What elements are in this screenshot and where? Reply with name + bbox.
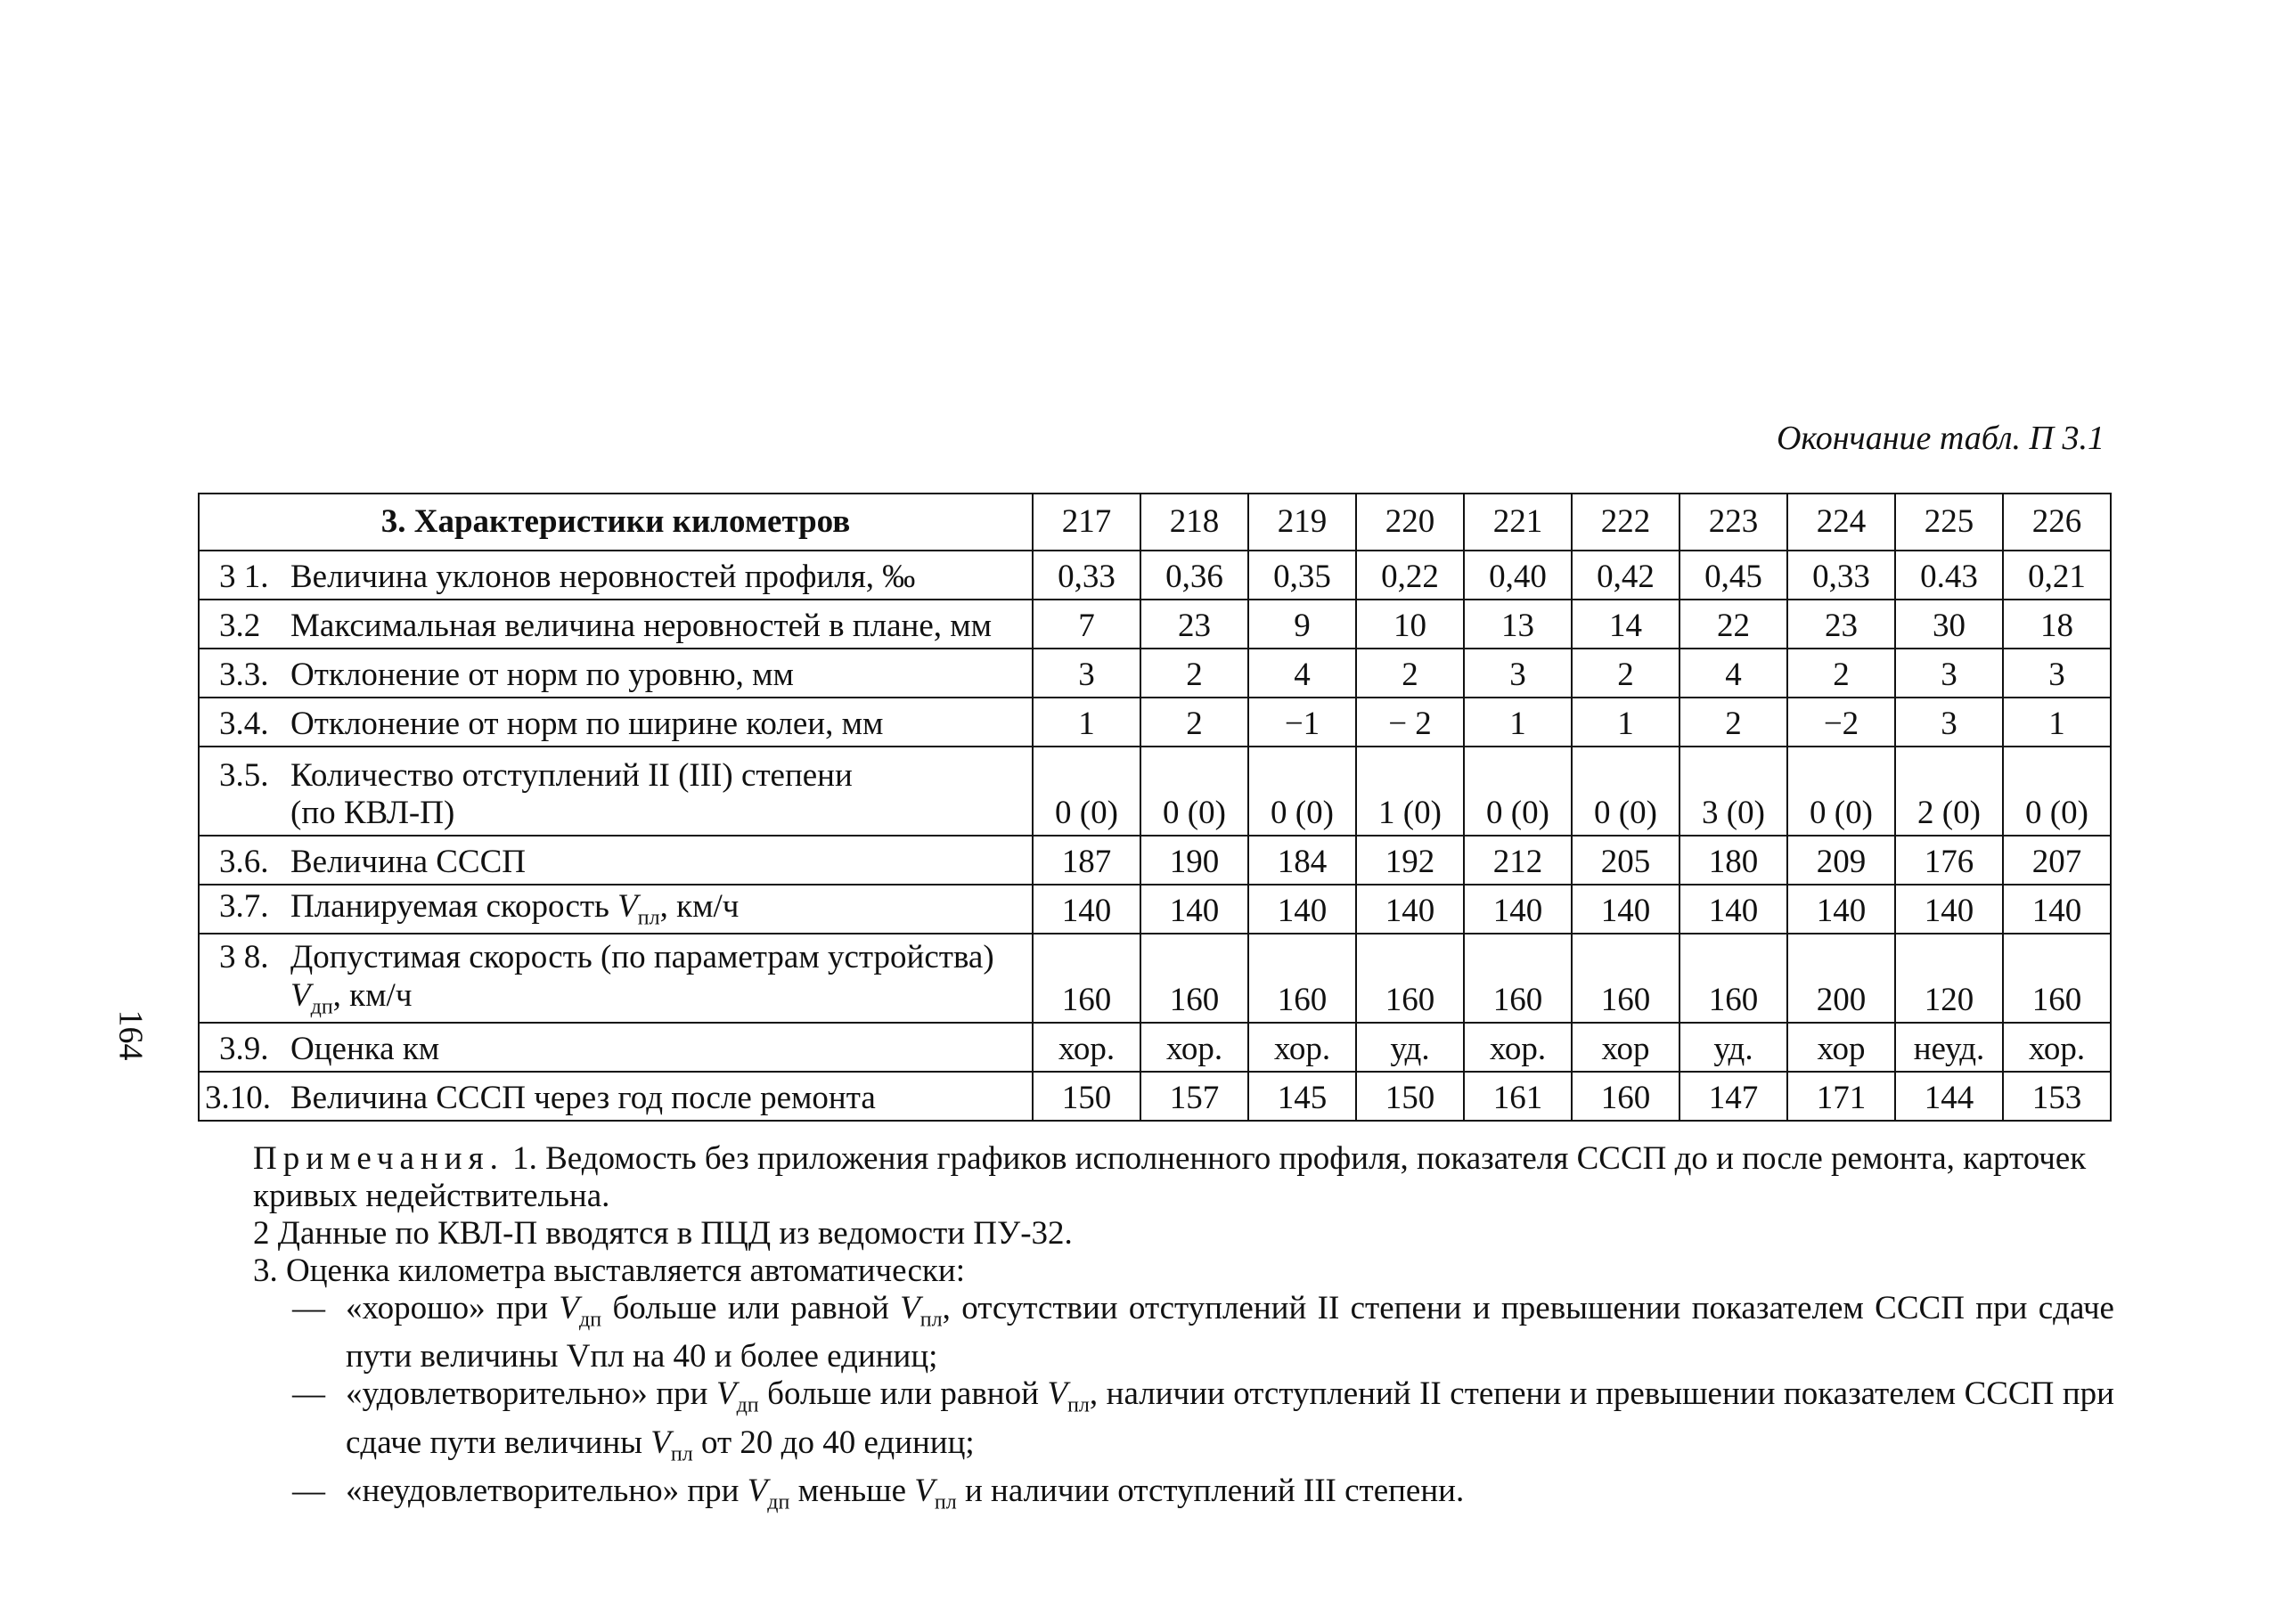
table-cell: 160 xyxy=(1464,934,1572,1023)
note-list-item: — «удовлетворительно» при $V_{дп}$ больше или равной $V_{пл}$, наличии отступлений II степени и превышении показателем СССП при сдаче пути величины $V_{пл}$ от 20 до 40 единиц; xyxy=(203,1375,2114,1473)
table-cell: хор xyxy=(1787,1023,1895,1072)
table-header-row xyxy=(199,494,2111,551)
speed-symbol: V xyxy=(290,977,311,1015)
table-cell: 145 xyxy=(1248,1072,1356,1121)
km-characteristics-table xyxy=(198,493,2112,1122)
table-cell: 0,35 xyxy=(1248,551,1356,600)
table-cell: 180 xyxy=(1679,836,1787,885)
row-label: Количество отступлений II (III) степени xyxy=(290,756,853,794)
note-list-item: — «хорошо» при $V_{дп}$ больше или равной $V_{пл}$, отсутствии отступлений II степени и превышении показателем СССП при сдаче пути величины Vпл на 40 и более единиц; xyxy=(292,1290,2114,1375)
notes-section xyxy=(203,1140,2114,1522)
table-cell: 160 xyxy=(1572,934,1679,1023)
table-cell: 0 (0) xyxy=(1140,747,1248,836)
table-cell: 3 xyxy=(1464,649,1572,698)
table-cell: 160 xyxy=(1679,934,1787,1023)
table-row xyxy=(199,934,2111,1023)
table-cell: 200 xyxy=(1787,934,1895,1023)
table-cell: 0 (0) xyxy=(1787,747,1895,836)
table-cell: 190 xyxy=(1140,836,1248,885)
table-cell: 3 xyxy=(1895,649,2003,698)
table-cell: 2 xyxy=(1140,649,1248,698)
row-label: Отклонение от норм по ширине колеи, мм xyxy=(290,706,884,743)
row-label: Величина СССП xyxy=(290,844,527,881)
header-km: 223 xyxy=(1679,494,1787,551)
table-cell: 150 xyxy=(1033,1072,1140,1121)
table-cell: 0,33 xyxy=(1787,551,1895,600)
table-cell: 205 xyxy=(1572,836,1679,885)
table-cell: 160 xyxy=(1033,934,1140,1023)
table-row xyxy=(199,885,2111,934)
row-number: 3.9. xyxy=(219,1031,269,1068)
table-cell: 0,40 xyxy=(1464,551,1572,600)
row-label-cell xyxy=(199,649,1033,698)
table-cell: 140 xyxy=(2003,885,2111,934)
row-number: 3.7. xyxy=(219,888,269,926)
table-cell: 192 xyxy=(1356,836,1464,885)
table-cell: уд. xyxy=(1679,1023,1787,1072)
table-cell: 1 xyxy=(1033,698,1140,747)
row-label-cell xyxy=(199,934,1033,1023)
table-cell: 2 xyxy=(1140,698,1248,747)
row-number: 3.5. xyxy=(219,756,269,794)
table-cell: 171 xyxy=(1787,1072,1895,1121)
table-cell: 3 (0) xyxy=(1679,747,1787,836)
table-row xyxy=(199,600,2111,649)
table-cell: 23 xyxy=(1787,600,1895,649)
table-cell: 212 xyxy=(1464,836,1572,885)
row-label: Величина СССП через год после ремонта xyxy=(290,1080,876,1117)
table-row xyxy=(199,649,2111,698)
table-cell: 140 xyxy=(1679,885,1787,934)
header-km: 225 xyxy=(1895,494,2003,551)
table-cell: хор. xyxy=(1140,1023,1248,1072)
header-km: 220 xyxy=(1356,494,1464,551)
row-number: 3.2 xyxy=(219,608,261,645)
table-cell: 22 xyxy=(1679,600,1787,649)
row-label-cell xyxy=(199,885,1033,934)
table-cell: 144 xyxy=(1895,1072,2003,1121)
table-cell: 1 xyxy=(2003,698,2111,747)
table-cell: 9 xyxy=(1248,600,1356,649)
table-cell: 176 xyxy=(1895,836,2003,885)
header-km: 226 xyxy=(2003,494,2111,551)
row-number: 3.3. xyxy=(219,657,269,694)
table-row xyxy=(199,747,2111,836)
dash-bullet: — xyxy=(292,1375,325,1413)
table-cell: 147 xyxy=(1679,1072,1787,1121)
row-label-cell xyxy=(199,747,1033,836)
table-cell: −2 xyxy=(1787,698,1895,747)
table-cell: хор. xyxy=(1464,1023,1572,1072)
row-label: Максимальная величина неровностей в плане, мм xyxy=(290,608,993,645)
table-cell: 207 xyxy=(2003,836,2111,885)
row-label: Отклонение от норм по уровню, мм xyxy=(290,657,794,694)
row-number: 3.6. xyxy=(219,844,269,881)
table-cell: −1 xyxy=(1248,698,1356,747)
table-cell: 4 xyxy=(1248,649,1356,698)
row-label-cell xyxy=(199,698,1033,747)
row-label-continued: (по КВЛ-П) xyxy=(290,795,455,832)
table-cell: 0,42 xyxy=(1572,551,1679,600)
table-cell: 30 xyxy=(1895,600,2003,649)
table-cell: 23 xyxy=(1140,600,1248,649)
row-label-cell xyxy=(199,836,1033,885)
table-cell: 0,21 xyxy=(2003,551,2111,600)
table-cell: 140 xyxy=(1895,885,2003,934)
row-number: 3.4. xyxy=(219,706,269,743)
table-cell: неуд. xyxy=(1895,1023,2003,1072)
table-cell: 3 xyxy=(1033,649,1140,698)
dash-bullet: — xyxy=(292,1473,325,1510)
note-1: Примечания. 1. Ведомость без приложения графиков исполненного профиля, показателя СССП до и после ремонта, карточек кривых недействительна. xyxy=(253,1140,2087,1214)
row-label-cell xyxy=(199,1023,1033,1072)
table-cell: 0,33 xyxy=(1033,551,1140,600)
notes-heading: Примечания. xyxy=(253,1140,504,1177)
table-cell: 0 (0) xyxy=(1464,747,1572,836)
table-cell: уд. xyxy=(1356,1023,1464,1072)
note-2: 2 Данные по КВЛ-П вводятся в ПЦД из ведомости ПУ-32. xyxy=(253,1215,1073,1252)
row-label: Допустимая скорость (по параметрам устройства) xyxy=(290,939,994,976)
table-cell: 0 (0) xyxy=(1572,747,1679,836)
header-km: 217 xyxy=(1033,494,1140,551)
header-label: 3. Характеристики километров xyxy=(199,494,1033,551)
table-row xyxy=(199,1072,2111,1121)
header-km: 218 xyxy=(1140,494,1248,551)
page-number: 164 xyxy=(111,1009,150,1061)
table-cell: 2 xyxy=(1572,649,1679,698)
row-number: 3.10. xyxy=(205,1080,271,1117)
header-km: 222 xyxy=(1572,494,1679,551)
table-cell: 140 xyxy=(1787,885,1895,934)
table-cell: 3 xyxy=(1895,698,2003,747)
table-cell: 0 (0) xyxy=(1248,747,1356,836)
table-cell: 184 xyxy=(1248,836,1356,885)
table-caption: Окончание табл. П 3.1 xyxy=(1776,420,2104,457)
table-cell: 120 xyxy=(1895,934,2003,1023)
table-cell: 140 xyxy=(1356,885,1464,934)
table-cell: 157 xyxy=(1140,1072,1248,1121)
table-cell: 10 xyxy=(1356,600,1464,649)
table-cell: 18 xyxy=(2003,600,2111,649)
table-cell: 160 xyxy=(1572,1072,1679,1121)
row-label-cell xyxy=(199,1072,1033,1121)
table-cell: 2 xyxy=(1679,698,1787,747)
table-cell: − 2 xyxy=(1356,698,1464,747)
table-row xyxy=(199,698,2111,747)
row-label-cell xyxy=(199,600,1033,649)
table-cell: 187 xyxy=(1033,836,1140,885)
row-label-cell xyxy=(199,551,1033,600)
table-cell: 14 xyxy=(1572,600,1679,649)
header-km: 221 xyxy=(1464,494,1572,551)
table-cell: 0 (0) xyxy=(2003,747,2111,836)
table-cell: 140 xyxy=(1033,885,1140,934)
table-cell: хор xyxy=(1572,1023,1679,1072)
table-cell: 0,45 xyxy=(1679,551,1787,600)
table-cell: 161 xyxy=(1464,1072,1572,1121)
speed-symbol: V xyxy=(617,888,638,926)
row-label: Величина уклонов неровностей профиля, ‰ xyxy=(290,559,916,596)
row-number: 3 8. xyxy=(219,939,269,976)
row-label-continued: $V_{дп}$, км/ч xyxy=(290,977,413,1019)
table-cell: 160 xyxy=(1356,934,1464,1023)
table-cell: 13 xyxy=(1464,600,1572,649)
table-cell: 0,36 xyxy=(1140,551,1248,600)
table-cell: 160 xyxy=(2003,934,2111,1023)
row-number: 3 1. xyxy=(219,559,269,596)
row-label: Планируемая скорость $V_{пл}$, км/ч xyxy=(290,888,740,930)
table-cell: 140 xyxy=(1464,885,1572,934)
table-cell: хор. xyxy=(1033,1023,1140,1072)
table-cell: 1 (0) xyxy=(1356,747,1464,836)
table-cell: 2 xyxy=(1787,649,1895,698)
table-cell: 153 xyxy=(2003,1072,2111,1121)
dash-bullet: — xyxy=(292,1290,325,1326)
table-cell: 3 xyxy=(2003,649,2111,698)
table-cell: 2 (0) xyxy=(1895,747,2003,836)
table-cell: 7 xyxy=(1033,600,1140,649)
table-cell: 4 xyxy=(1679,649,1787,698)
table-cell: 160 xyxy=(1140,934,1248,1023)
header-km: 219 xyxy=(1248,494,1356,551)
table-row xyxy=(199,551,2111,600)
row-label: Оценка км xyxy=(290,1031,440,1068)
table-cell: 140 xyxy=(1140,885,1248,934)
header-km: 224 xyxy=(1787,494,1895,551)
table-row xyxy=(199,836,2111,885)
table-cell: 140 xyxy=(1572,885,1679,934)
table-cell: 1 xyxy=(1464,698,1572,747)
table-cell: 0,22 xyxy=(1356,551,1464,600)
table-cell: 0.43 xyxy=(1895,551,2003,600)
table-cell: 1 xyxy=(1572,698,1679,747)
table-cell: 160 xyxy=(1248,934,1356,1023)
table-cell: 140 xyxy=(1248,885,1356,934)
note-3: 3. Оценка километра выставляется автоматически: xyxy=(253,1253,965,1289)
note-list-item: — «неудовлетворительно» при $V_{дп}$ меньше $V_{пл}$ и наличии отступлений III степени. xyxy=(203,1473,2114,1521)
table-cell: 150 xyxy=(1356,1072,1464,1121)
table-cell: хор. xyxy=(1248,1023,1356,1072)
table-cell: 0 (0) xyxy=(1033,747,1140,836)
table-row xyxy=(199,1023,2111,1072)
table-cell: 209 xyxy=(1787,836,1895,885)
table-cell: 2 xyxy=(1356,649,1464,698)
table-cell: хор. xyxy=(2003,1023,2111,1072)
